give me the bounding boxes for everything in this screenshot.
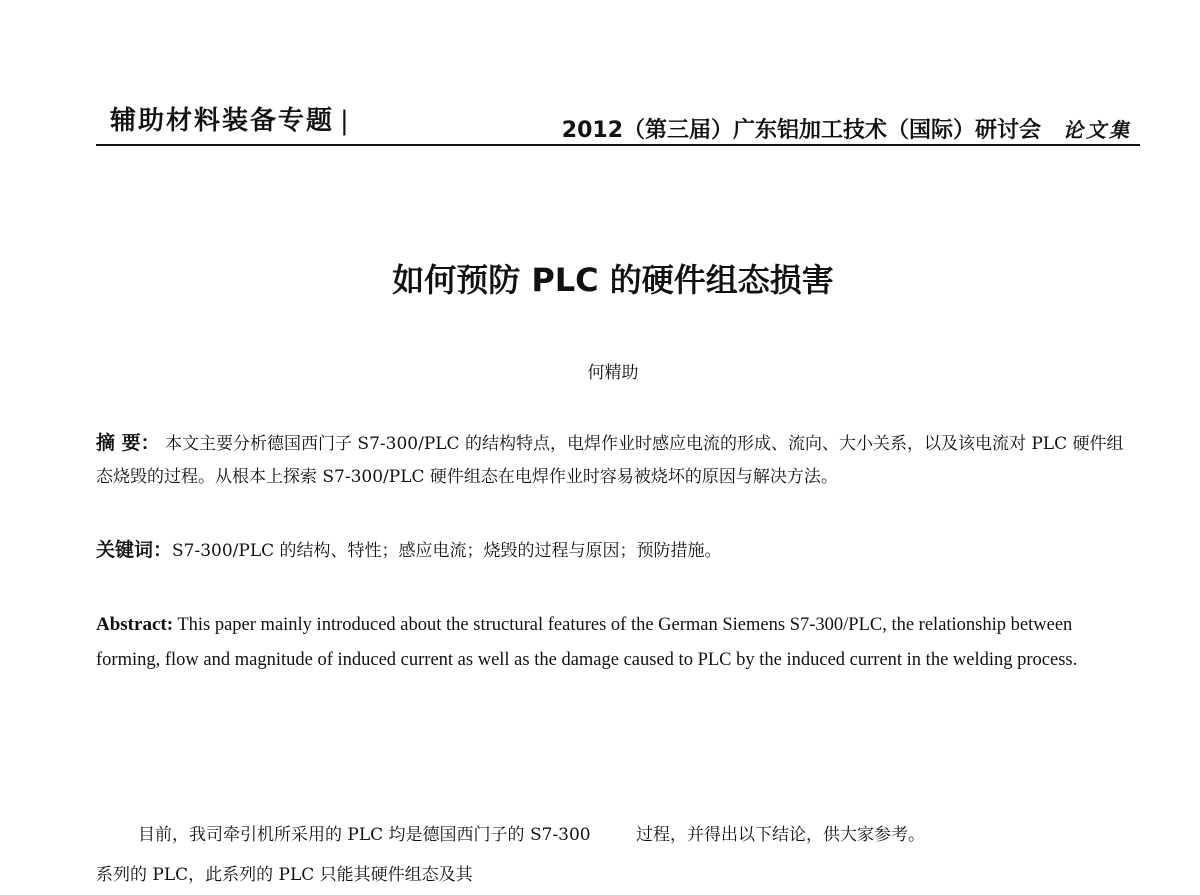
paper-author: 何精助 bbox=[587, 363, 639, 383]
abstract-english bbox=[96, 607, 1140, 678]
header-separator: | bbox=[340, 106, 351, 136]
keywords-label: 关键词： bbox=[96, 539, 173, 561]
conference-name: 2012（第三届）广东铝加工技术（国际）研讨会 bbox=[561, 118, 1041, 143]
keywords-text: S7-300/PLC 的结构、特性；感应电流；烧毁的过程与原因；预防措施。 bbox=[172, 541, 722, 561]
abstract-cn-text: 本文主要分析德国西门子 S7-300/PLC 的结构特点，电焊作业时感应电流的形成、流向、大小关系，以及该电流对 PLC 硬件组态烧毁的过程。从根本上探索 S7-300/PLC 硬件组态在电焊作业时容易被烧坏的原因与解决方法。 bbox=[96, 434, 1124, 487]
running-header bbox=[96, 92, 1140, 146]
body-column-right: 过程，并得出以下结论，供大家参考。 bbox=[636, 825, 925, 845]
body-column-left: 目前，我司牵引机所采用的 PLC 均是德国西门子的 S7-300 系列的 PLC，此系列的 PLC 只能其硬件组态及其 bbox=[96, 825, 591, 885]
conference-title bbox=[562, 113, 1132, 144]
abstract-en-text: This paper mainly introduced about the structural features of the German Siemens S7-300/PLC, the relationship between forming, flow and magnitude of induced current as well as the damage caused to PLC by the induced current in the welding process. bbox=[96, 615, 1078, 670]
abstract-cn-label: 摘 要： bbox=[96, 432, 160, 454]
proceedings-label: 论文集 bbox=[1063, 118, 1132, 142]
abstract-chinese bbox=[96, 427, 1140, 494]
paper-title: 如何预防 PLC 的硬件组态损害 bbox=[392, 261, 834, 299]
section-title bbox=[110, 100, 351, 137]
keywords bbox=[96, 535, 1140, 566]
section-label: 辅助材料装备专题 bbox=[110, 106, 335, 136]
abstract-en-label: Abstract: bbox=[96, 614, 174, 635]
